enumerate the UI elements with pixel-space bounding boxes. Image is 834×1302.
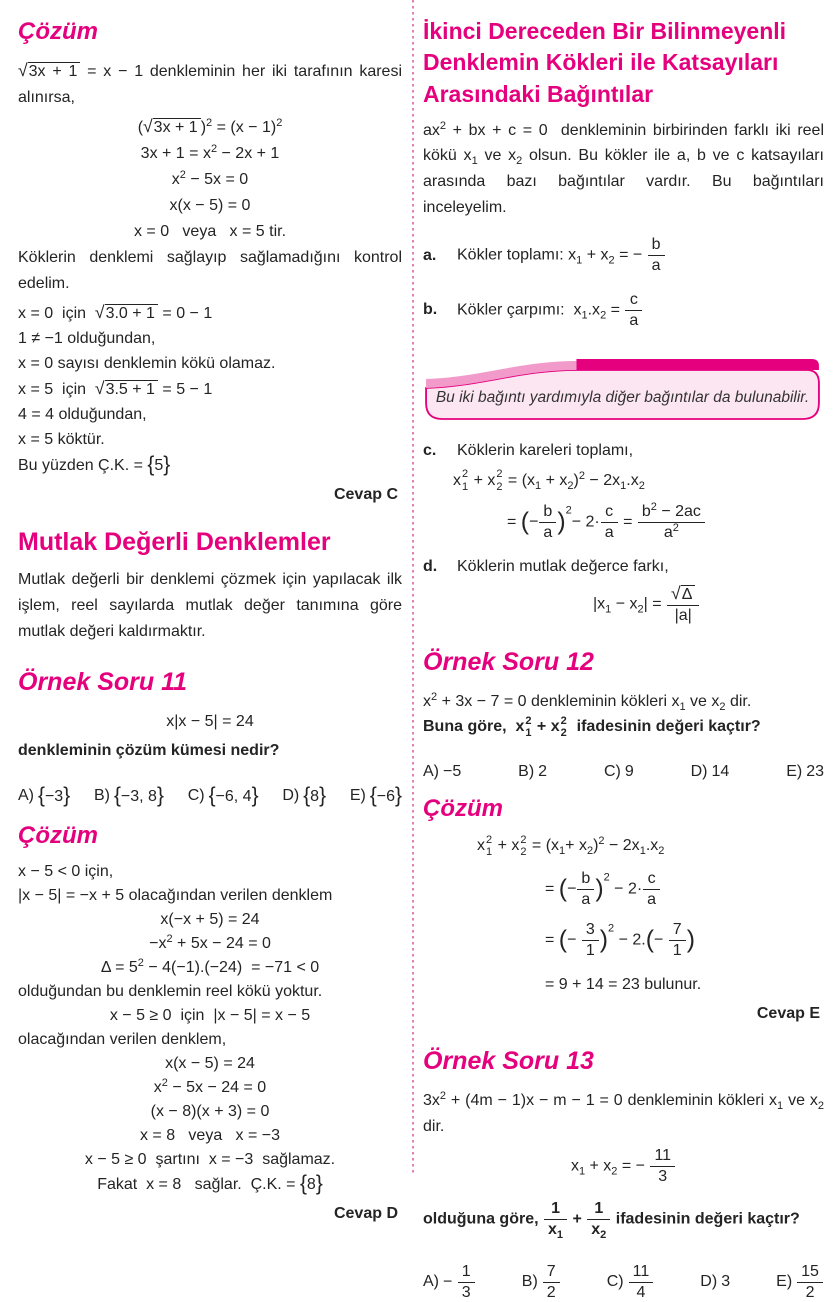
example-statement: $x^2 + 3x - 7 = 0$ denkleminin kökleri $x_1$ ve $x_2$ dir.: [423, 691, 752, 714]
list-item-b: [423, 291, 824, 330]
solution-line: x = 8 veya x = −3: [139, 1127, 281, 1145]
solution-line: $x^2 - 5x - 24 = 0$: [153, 1077, 267, 1097]
solution-line: x − 5 < 0 için,: [18, 863, 114, 881]
example-heading: Örnek Soru 13: [423, 1047, 594, 1076]
equation-line: x(x − 5) = 0: [169, 197, 251, 215]
check-line: 1 ≠ −1 olduğundan,: [18, 330, 156, 348]
example-question: olduğuna göre, $\frac{1}{x_1}$ + $\frac{1}{x_2}$ ifadesinin değeri kaçtır?: [423, 1200, 800, 1241]
equation-line: $|x_1 - x_2|$ = $\frac{√\Delta}{|a|}$: [593, 584, 824, 625]
list-item-label: b.: [423, 301, 438, 319]
chapter-heading: İkinci Dereceden Bir Bilinmeyenli Denklemin Kökleri ile Katsayıları Arasındaki Bağıntılar: [423, 18, 787, 107]
equation-line: = (− $\frac{b}{a}$ )$^2$ − 2· $\frac{c}{a}$: [545, 870, 824, 909]
option-e: E) $\frac{15}{2}$: [776, 1263, 824, 1302]
list-item-body: Kökler çarpımı: $x_1.x_2$ = $\frac{c}{a}$: [457, 291, 824, 330]
solution-heading: Çözüm: [18, 18, 98, 45]
equation-line: $x_1 + x_2$ = − $\frac{11}{3}$: [423, 1147, 824, 1186]
option-c: C) 9: [603, 763, 634, 781]
solution-line: |x − 5| = −x + 5 olacağından verilen denklem: [18, 887, 333, 905]
check-line: x = 0 sayısı denklemin kökü olamaz.: [18, 355, 276, 373]
solution-line: $-x^2 + 5x - 24 = 0$: [149, 933, 271, 953]
solution-line: x(x − 5) = 24: [165, 1055, 255, 1073]
solution-heading: Çözüm: [18, 822, 98, 850]
option-c: C) $\frac{11}{4}$: [607, 1263, 655, 1302]
equation-line: = (− $\frac{3}{1}$ )$^2$ − 2.(− $\frac{7}{1}$ ): [545, 921, 695, 960]
answer-label: Cevap C: [333, 486, 398, 504]
list-item-label: d.: [423, 557, 438, 575]
solution-line: x − 5 ≥ 0 için |x − 5| = x − 5: [109, 1007, 311, 1025]
note-text: Bu iki bağıntı yardımıyla diğer bağıntılar da bulunabilir.: [435, 388, 810, 406]
equation-line: $x^2 - 5x = 0$: [171, 169, 249, 189]
option-d: D) 3: [700, 1273, 731, 1291]
option-b: B) 2: [518, 763, 548, 781]
option-d: D) {8}: [282, 784, 327, 808]
solution-line: x − 5 ≥ 0 şartını x = −3 sağlamaz.: [84, 1151, 336, 1169]
check-line: x = 5 için √3.5 + 1 = 5 − 1: [18, 378, 213, 399]
section-body: Mutlak değerli bir denklemi çözmek için yapılacak ilk işlem, reel sayılarda mutlak değer tanımına göre mutlak değeri kaldırmaktır.: [18, 571, 402, 640]
example-statement: $3x^2 + (4m - 1)x - m - 1 = 0$ denkleminin kökleri $x_1$ ve $x_2$ dir.: [423, 1090, 825, 1135]
note-banner: [423, 356, 822, 422]
check-intro: Köklerin denklemi sağlayıp sağlamadığını kontrol edelim.: [18, 249, 402, 292]
equation-line: = 9 + 14 = 23 bulunur.: [545, 976, 702, 994]
option-c: C) {−6, 4}: [187, 784, 259, 808]
option-b: B) $\frac{7}{2}$: [522, 1263, 561, 1302]
equation-line: x = 0 veya x = 5 tir.: [133, 223, 287, 241]
solution-line: $\Delta = 5^2 - 4(-1).(-24) = -71 < 0$: [100, 957, 320, 977]
option-e: E) 23: [786, 763, 824, 781]
equation-line: x 2 1 + x 2 2 = $(x_1+ x_2)^2 - 2x_1.x_2$: [477, 834, 665, 859]
check-line: x = 0 için √3.0 + 1 = 0 − 1: [18, 302, 213, 323]
list-item-body: Kökler toplamı: $x_1 + x_2$ = − $\frac{b}{a}$: [457, 236, 824, 275]
equation-line: x 2 1 + x 2 2 = $(x_1 + x_2)^2 - 2x_1.x_2$: [453, 468, 645, 493]
option-a: A) {−3}: [18, 784, 71, 808]
list-item-a: [423, 236, 824, 275]
equation-line: (√3x + 1 )$^2 = (x - 1)^2$: [137, 116, 283, 137]
solution-line: x(−x + 5) = 24: [160, 911, 260, 929]
solution-line: olduğundan bu denklemin reel kökü yoktur.: [18, 983, 323, 1001]
list-item-label: c.: [423, 441, 437, 459]
example-equation: x|x − 5| = 24: [166, 713, 254, 731]
chapter-intro: $ax^2$ + bx + c = 0 denkleminin birbirinden farklı iki reel kökü $x_1$ ve $x_2$ olsun. Bu kökler ile a, b ve c katsayıları arasında bazı bağıntılar vardır. Bu bağıntıları inceleyelim.: [423, 119, 825, 216]
options-row: [423, 1263, 824, 1302]
solution-line: olacağından verilen denklem,: [18, 1031, 227, 1049]
check-line: 4 = 4 olduğundan,: [18, 406, 147, 424]
option-b: B) {−3, 8}: [93, 784, 164, 808]
option-a: A) − $\frac{1}{3}$: [423, 1263, 476, 1302]
solution-line: (x − 8)(x + 3) = 0: [150, 1103, 270, 1121]
list-item-body: Köklerin mutlak değerce farkı,: [457, 557, 669, 575]
example-heading: Örnek Soru 12: [423, 648, 594, 677]
option-d: D) 14: [690, 763, 730, 781]
options-row: [18, 784, 402, 808]
solution-intro: √3x + 1 = x − 1 denkleminin her iki tarafının karesi alınırsa,: [18, 60, 403, 106]
solution-line: Fakat x = 8 sağlar. Ç.K. = {8}: [97, 1172, 323, 1196]
list-item-d: [423, 558, 824, 576]
left-column: [18, 16, 403, 1223]
list-item-c: [423, 442, 824, 460]
solution-body: [18, 860, 402, 1197]
options-row: [423, 763, 824, 781]
option-e: E) {−6}: [349, 784, 402, 808]
example-heading: Örnek Soru 11: [18, 668, 188, 697]
right-column: [423, 16, 825, 1301]
solution-heading: Çözüm: [423, 795, 503, 823]
list-item-body: Köklerin kareleri toplamı,: [457, 441, 634, 459]
check-line: x = 5 köktür.: [18, 431, 105, 449]
section-heading: Mutlak Değerli Denklemler: [18, 528, 331, 557]
column-divider: [412, 0, 414, 1174]
answer-label: Cevap E: [756, 1005, 820, 1023]
option-a: A) −5: [423, 763, 462, 781]
equation-line: = (− $\frac{b}{a}$ )$^2$− 2· $\frac{c}{a}$ = $\frac{b^2 - 2ac}{a^2}$: [507, 503, 824, 542]
check-line: Bu yüzden Ç.K. = {5}: [18, 453, 171, 477]
list-item-label: a.: [423, 246, 437, 264]
answer-label: Cevap D: [333, 1205, 398, 1223]
example-question: Buna göre, x 2 1 + x 2 2 ifadesinin değeri kaçtır?: [423, 715, 761, 740]
example-question: denkleminin çözüm kümesi nedir?: [18, 742, 280, 760]
equation-line: $3x + 1 = x^2 - 2x + 1$: [140, 143, 280, 163]
